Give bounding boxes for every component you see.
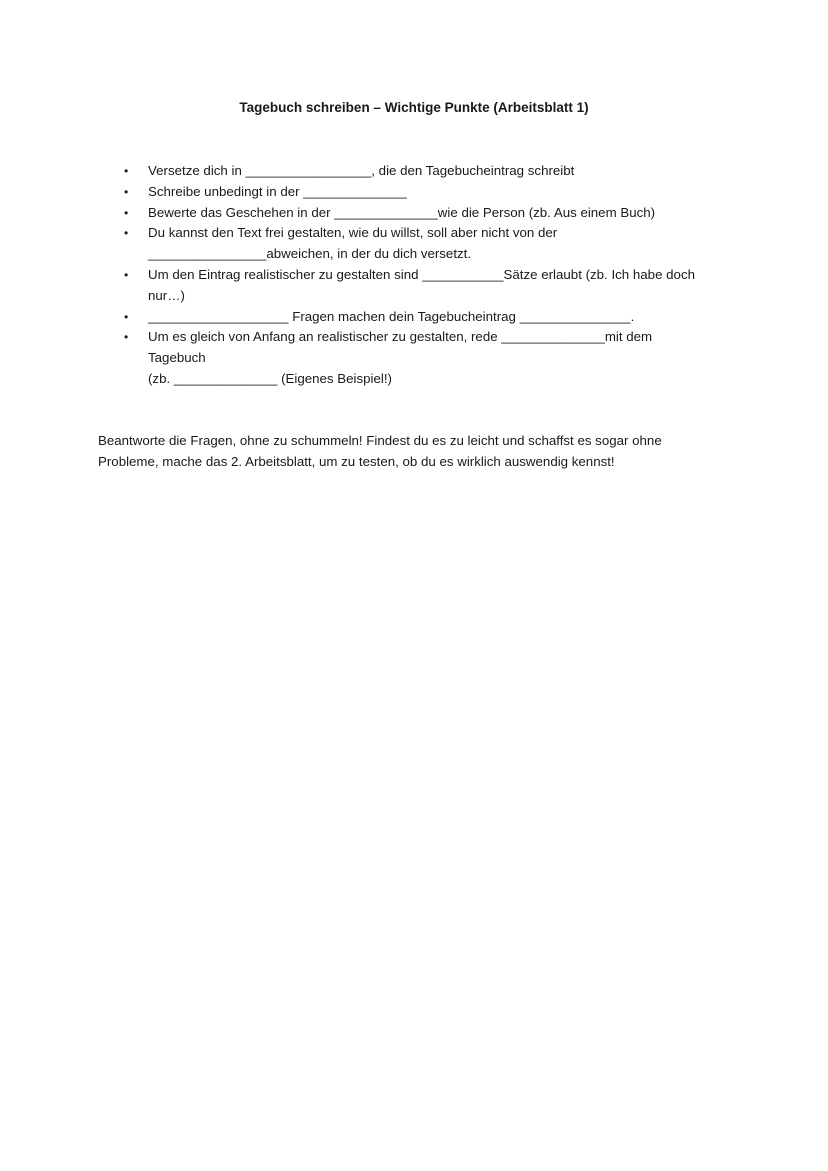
- paragraph-line: Beantworte die Fragen, ohne zu schummeln! Findest du es zu leicht und schaffst es sogar ohne: [98, 433, 662, 448]
- list-item: [120, 223, 740, 265]
- list-item: [120, 265, 740, 307]
- bullet-icon: •: [124, 330, 129, 345]
- instructions-paragraph: [98, 431, 738, 473]
- list-item: [120, 161, 740, 182]
- list-item: [120, 307, 740, 328]
- bullet-icon: •: [124, 164, 129, 178]
- list-item-text: ___________________ Fragen machen dein Tagebucheintrag _______________.: [148, 308, 635, 324]
- list-item: [120, 327, 740, 389]
- list-item-text: Um es gleich von Anfang an realistischer zu gestalten, rede ______________mit dem: [148, 329, 653, 345]
- list-item: [120, 203, 740, 224]
- list-item-text: Bewerte das Geschehen in der ______________wie die Person (zb. Aus einem Buch): [148, 204, 656, 220]
- list-item-text-continued: nur…): [148, 287, 185, 303]
- paragraph-line: Probleme, mache das 2. Arbeitsblatt, um zu testen, ob du es wirklich auswendig kennst!: [98, 453, 615, 469]
- bullet-icon: •: [124, 205, 129, 220]
- list-item: [120, 182, 740, 203]
- bullet-icon: •: [124, 267, 129, 282]
- list-item-text: Du kannst den Text frei gestalten, wie du willst, soll aber nicht von der: [148, 225, 558, 241]
- list-item-text-continued: Tagebuch: [148, 350, 206, 366]
- list-item-text-continued: (zb. ______________ (Eigenes Beispiel!): [148, 370, 392, 386]
- key-points-list: [120, 161, 740, 390]
- bullet-icon: •: [124, 226, 129, 241]
- list-item-text: Schreibe unbedingt in der ______________: [148, 183, 407, 199]
- bullet-icon: •: [124, 184, 129, 199]
- bullet-icon: •: [124, 309, 129, 324]
- list-item-text: Um den Eintrag realistischer zu gestalten sind ___________Sätze erlaubt (zb. Ich habe doch: [148, 266, 695, 282]
- list-item-text: Versetze dich in _________________, die den Tagebucheintrag schreibt: [148, 163, 575, 178]
- page-title: Tagebuch schreiben – Wichtige Punkte (Arbeitsblatt 1): [239, 100, 589, 115]
- list-item-text-continued: ________________abweichen, in der du dich versetzt.: [148, 246, 472, 262]
